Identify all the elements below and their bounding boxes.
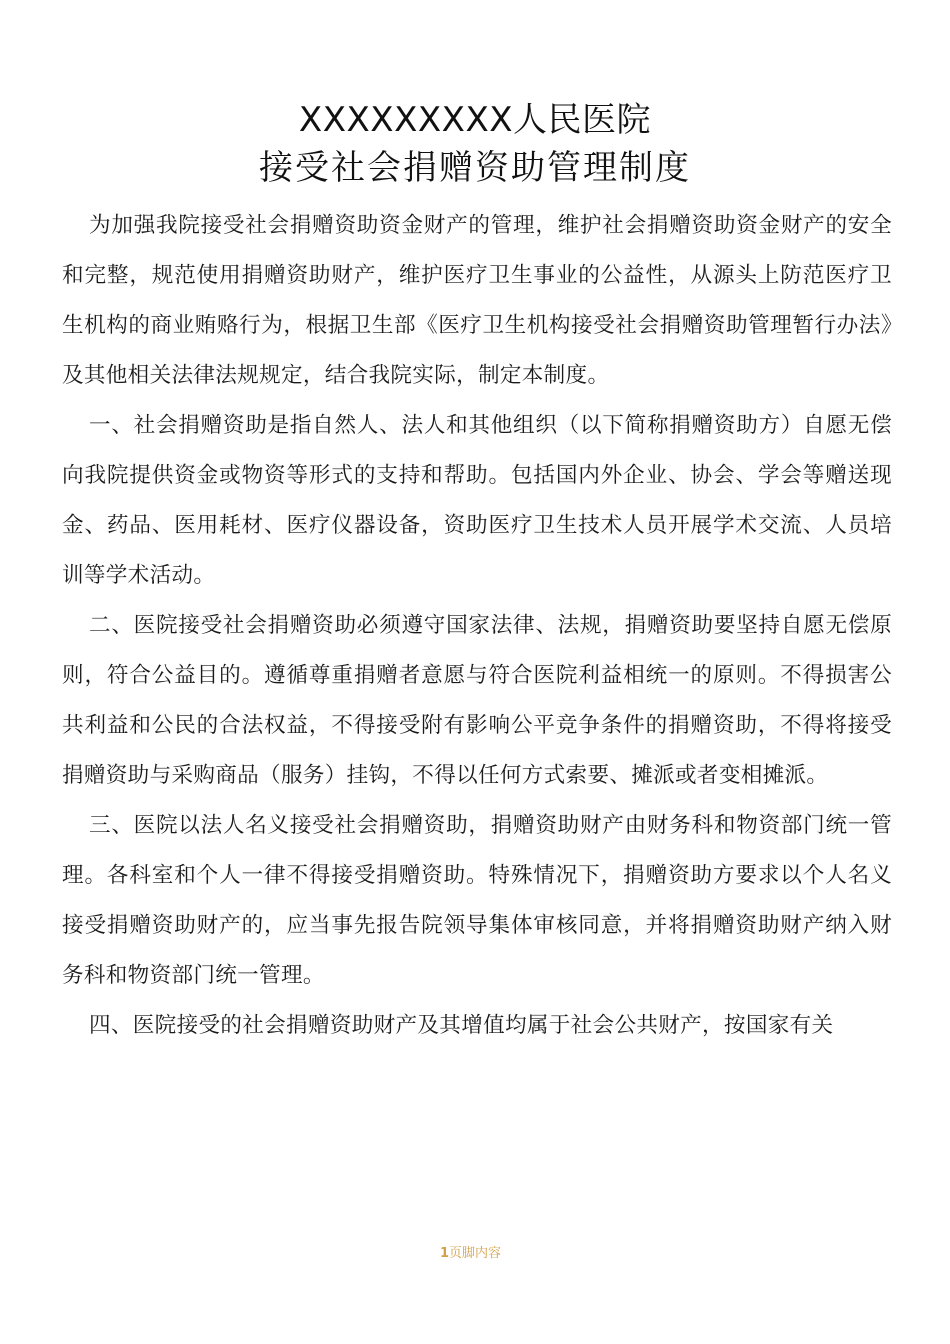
document-body <box>62 201 892 1051</box>
page-number: 1 <box>440 1246 450 1261</box>
document-title <box>0 96 950 192</box>
footer-text: 页脚内容 <box>449 1246 502 1261</box>
paragraph-article-4: 四、医院接受的社会捐赠资助财产及其增值均属于社会公共财产，按国家有关 <box>89 1013 834 1038</box>
paragraph-intro: 为加强我院接受社会捐赠资助资金财产的管理，维护社会捐赠资助资金财产的安全和完整，规范使用捐赠资助财产，维护医疗卫生事业的公益性，从源头上防范医疗卫生机构的商业贿赂行为，根据卫生部《医疗卫生机构接受社会捐赠资助管理暂行办法》及其他相关法律法规规定，结合我院实际，制定本制度。 <box>62 213 892 388</box>
paragraph-article-1: 一、社会捐赠资助是指自然人、法人和其他组织（以下简称捐赠资助方）自愿无偿向我院提供资金或物资等形式的支持和帮助。包括国内外企业、协会、学会等赠送现金、药品、医用耗材、医疗仪器设备，资助医疗卫生技术人员开展学术交流、人员培训等学术活动。 <box>62 413 892 588</box>
paragraph-article-3: 三、医院以法人名义接受社会捐赠资助，捐赠资助财产由财务科和物资部门统一管理。各科室和个人一律不得接受捐赠资助。特殊情况下，捐赠资助方要求以个人名义接受捐赠资助财产的，应当事先报告院领导集体审核同意，并将捐赠资助财产纳入财务科和物资部门统一管理。 <box>62 813 892 988</box>
hospital-name-title: XXXXXXXXX人民医院 <box>298 100 652 140</box>
page-footer <box>440 1244 510 1264</box>
regulation-title: 接受社会捐赠资助管理制度 <box>259 148 691 188</box>
paragraph-article-2: 二、医院接受社会捐赠资助必须遵守国家法律、法规，捐赠资助要坚持自愿无偿原则，符合公益目的。遵循尊重捐赠者意愿与符合医院利益相统一的原则。不得损害公共利益和公民的合法权益，不得接受附有影响公平竞争条件的捐赠资助，不得将接受捐赠资助与采购商品（服务）挂钩，不得以任何方式索要、摊派或者变相摊派。 <box>62 613 892 788</box>
